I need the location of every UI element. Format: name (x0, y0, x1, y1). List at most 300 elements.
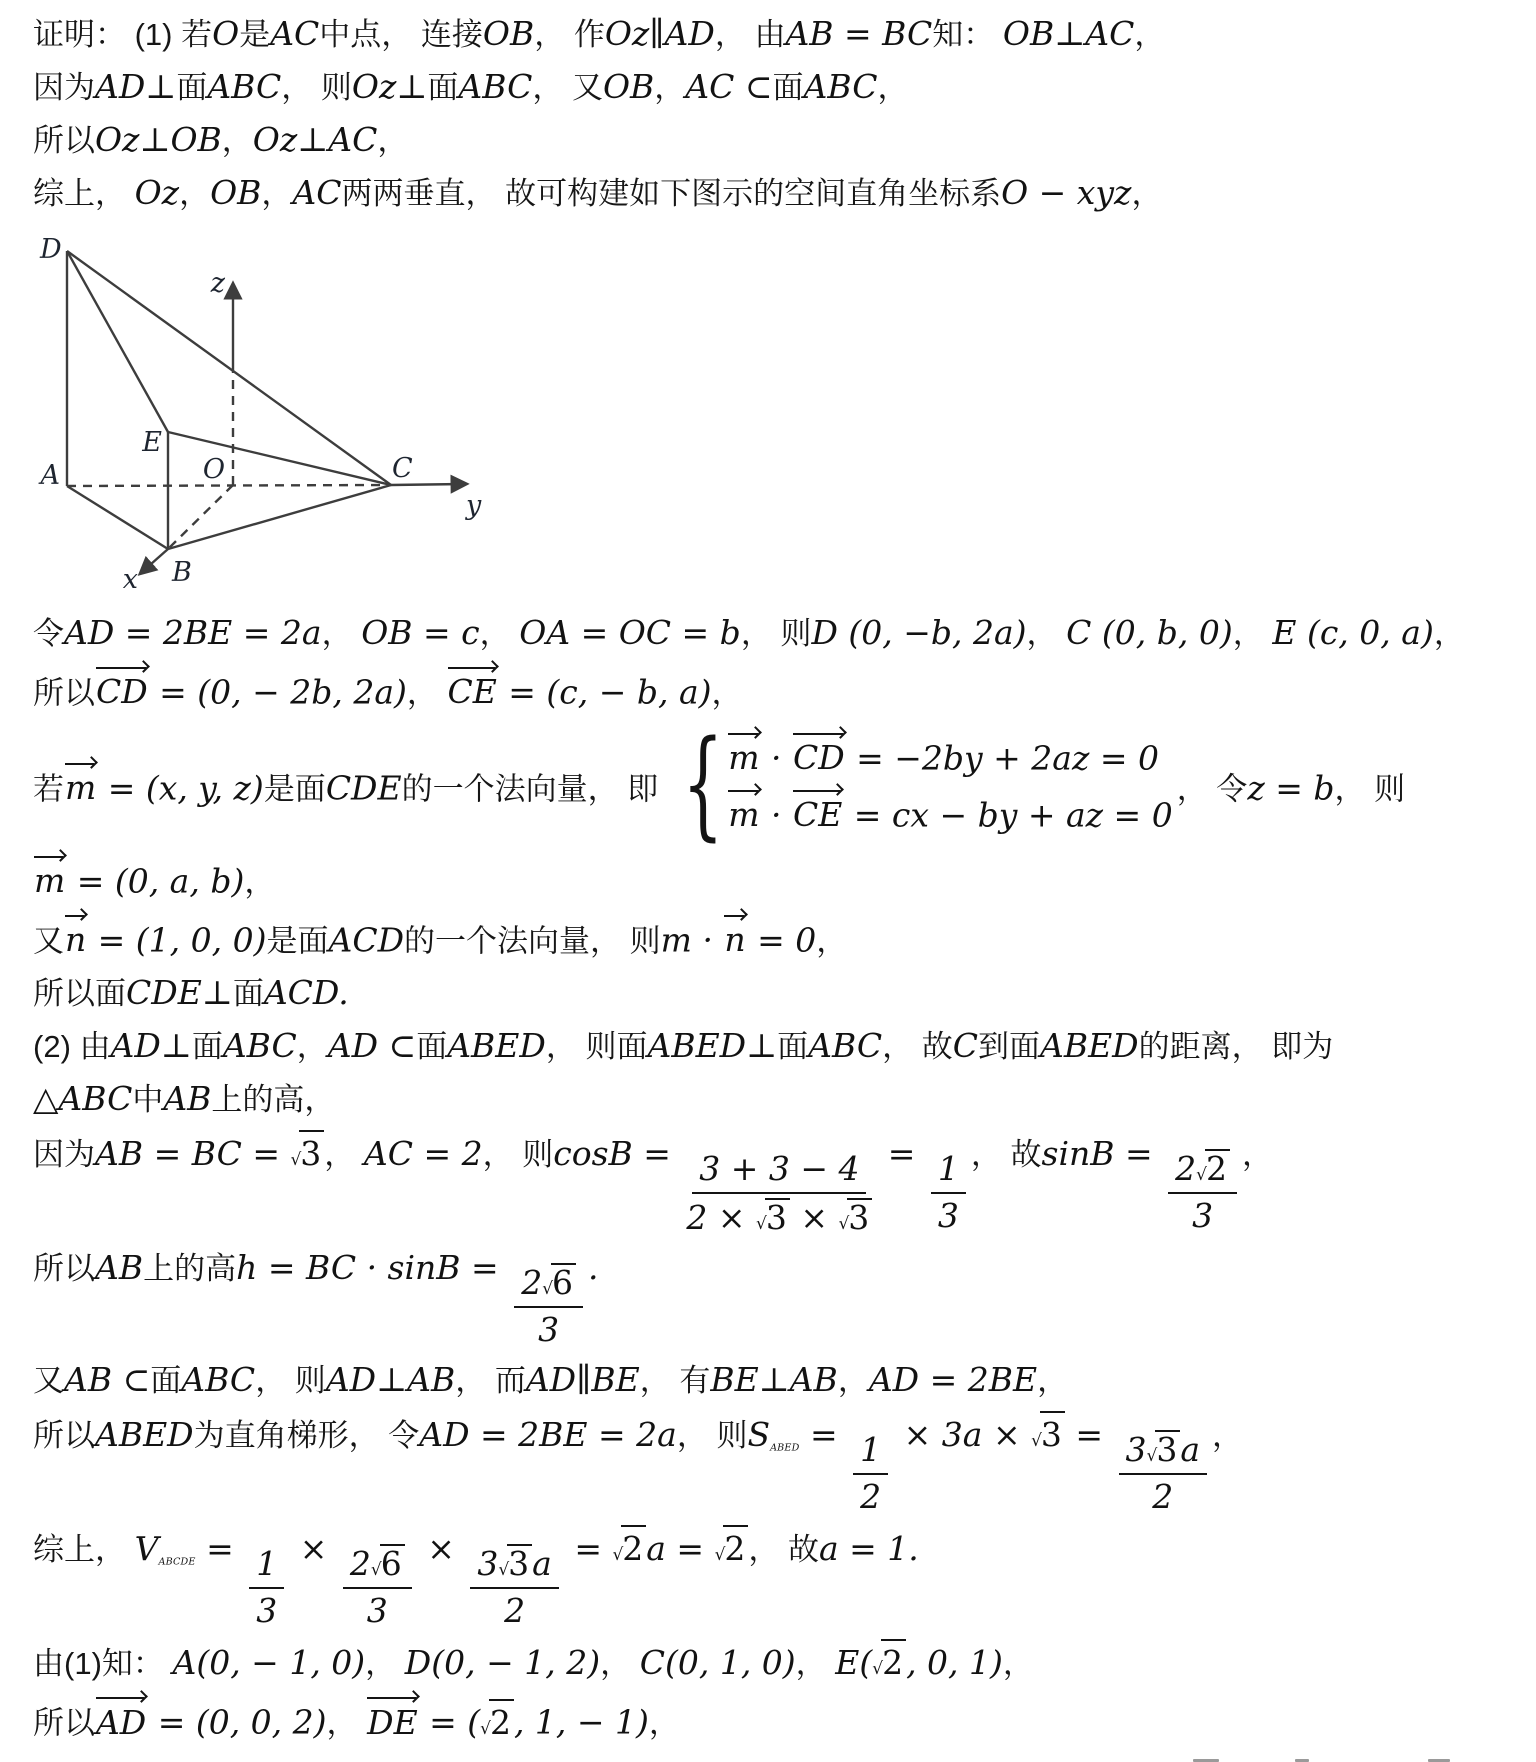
radical-icon: √ (542, 1278, 553, 1299)
text-run: 所以 (33, 674, 95, 710)
denominator (504, 1589, 525, 1630)
vector-m (64, 760, 97, 810)
radicand: 3 (1040, 1411, 1065, 1457)
vector-arrow-icon (728, 730, 759, 736)
math-run: Oz⊥AC (252, 119, 378, 159)
radical-icon: √ (498, 1559, 510, 1580)
numerator (931, 1151, 966, 1194)
text-run: 到面 (977, 1029, 1040, 1065)
math-run: CDE⊥ (126, 973, 233, 1013)
radical-icon: √ (838, 1213, 850, 1234)
vector-n (64, 912, 87, 962)
fraction (931, 1151, 966, 1235)
radical-icon: √ (1146, 1445, 1158, 1466)
math-run: 2 (860, 1477, 882, 1517)
text-line (33, 65, 1526, 109)
radical-icon: √ (480, 1717, 491, 1738)
math-run: D(0, − 1, 2) (404, 1643, 601, 1683)
text-run: ， 作 (534, 17, 605, 52)
solid-edge (67, 486, 168, 549)
numerator (853, 1432, 888, 1475)
text-run: 是 (239, 17, 271, 52)
text-run: 综上， (33, 1532, 135, 1568)
text-run: 所以 (33, 1418, 95, 1454)
math-run: ABED (95, 1415, 194, 1455)
text-run: 面 (150, 1363, 182, 1399)
text-run: 的距离， 即为 (1138, 1029, 1334, 1065)
math-run: AD = 2BE = 2a (419, 1415, 677, 1455)
math-run: ABED⊥ (647, 1026, 778, 1066)
text-run: 上的高， (211, 1082, 336, 1118)
vector-m (727, 787, 760, 837)
vector-name: m (728, 795, 760, 835)
text-line (33, 171, 1526, 215)
text-line (33, 1130, 1526, 1237)
math-run: 1 (937, 1149, 959, 1189)
vector-arrow-icon (793, 787, 842, 793)
denominator (1192, 1194, 1213, 1235)
text-run: 两两垂直， 故可构建如下图示的空间直角坐标系 (341, 175, 1002, 211)
text-run: ， 则 (740, 615, 812, 651)
text-run: ， (1026, 615, 1067, 651)
axis-line (142, 549, 168, 572)
math-run: = (877, 1134, 926, 1174)
math-run: · (760, 738, 792, 778)
vector-name: DE (367, 1702, 418, 1742)
text-run: 又 (33, 1363, 64, 1399)
dashed-edge (67, 485, 391, 486)
text-run: ， (795, 1646, 836, 1682)
math-run: OB⊥AC (1002, 14, 1135, 53)
math-run: ABC (222, 1026, 297, 1066)
fraction (853, 1432, 888, 1516)
vector-n (723, 912, 746, 962)
text-run: 因为 (33, 69, 95, 105)
vector-CE (792, 787, 843, 837)
proof-part2-text (33, 611, 1526, 1745)
text-run: ， (296, 1029, 328, 1065)
math-run: m · (660, 920, 724, 960)
vector-arrow-icon (96, 1694, 146, 1700)
math-run: 2 (1175, 1149, 1197, 1189)
vector-CD (792, 730, 846, 780)
math-run: AB ⊂ (64, 1360, 151, 1400)
fraction (1119, 1430, 1207, 1516)
text-run: 所以 (33, 122, 95, 158)
text-run: 面 (427, 69, 459, 105)
sqrt-expression (715, 1525, 749, 1571)
text-run: ， (1433, 615, 1465, 651)
math-run: a = (646, 1529, 715, 1569)
radicand: 3 (507, 1544, 532, 1583)
math-run: 1 (256, 1544, 278, 1584)
vector-arrow-icon (34, 853, 65, 859)
math-run: D (0, −b, 2a) (811, 612, 1027, 652)
text-run: 为直角梯形， 令 (193, 1418, 420, 1454)
math-run: 2 (504, 1591, 526, 1631)
math-run: CDE (325, 768, 402, 808)
denominator (1152, 1475, 1173, 1516)
math-run: 3 + 3 − 4 (699, 1149, 860, 1189)
math-run: V (134, 1529, 159, 1569)
math-run: a = 1. (819, 1529, 919, 1569)
math-run: , 1, − 1) (513, 1702, 649, 1742)
vertex-label-O: O (202, 453, 225, 485)
solid-edge (67, 251, 391, 485)
equation-system (662, 714, 1173, 853)
system-equation (727, 787, 1172, 837)
math-run: . (587, 1248, 599, 1288)
text-run: ， (654, 69, 686, 105)
math-run: E (c, 0, a) (1272, 612, 1434, 652)
math-run: , 0, 1) (906, 1643, 1003, 1683)
text-line (33, 118, 1526, 162)
text-run: ， (326, 1705, 367, 1741)
math-run: AD⊥AB (325, 1360, 456, 1400)
math-run: Oz⊥ (351, 66, 428, 106)
text-run: 面 (416, 1029, 448, 1065)
sqrt-expression (872, 1639, 906, 1685)
math-run: AD = 2BE = 2a (64, 612, 322, 652)
math-run: AD⊥ (110, 1026, 192, 1066)
math-run: AC ⊂ (685, 66, 773, 106)
math-run: 3 (366, 1591, 388, 1631)
vector-arrow-icon (96, 664, 148, 670)
denominator (686, 1194, 872, 1237)
text-run: 因为 (33, 1137, 95, 1173)
vertex-label-A: A (40, 459, 60, 491)
math-run: = (x, y, z) (97, 768, 264, 808)
math-run: OB = c (361, 612, 480, 652)
vector-name: n (724, 920, 746, 960)
text-line (33, 853, 1526, 903)
radicand: 3 (299, 1130, 324, 1176)
text-run: ， (1232, 615, 1273, 651)
math-run: AC (270, 14, 320, 53)
sqrt-expression (542, 1263, 576, 1302)
numerator (692, 1151, 866, 1194)
math-run: E( (835, 1643, 873, 1683)
math-run: a (532, 1544, 552, 1584)
math-run: 3 (538, 1310, 560, 1350)
fraction (249, 1546, 284, 1630)
numerator (470, 1544, 558, 1589)
sqrt-expression (290, 1130, 324, 1176)
math-run: z = b (1247, 768, 1335, 808)
text-line (33, 1525, 1526, 1630)
text-run: ， (648, 1705, 680, 1741)
math-run: h = BC · sinB = (236, 1248, 510, 1288)
text-run: ， (321, 615, 362, 651)
radicand: 3 (765, 1198, 790, 1237)
vertex-label-D: D (40, 233, 62, 265)
numerator (343, 1544, 412, 1589)
math-run: 2 (521, 1263, 543, 1303)
text-run: ， (479, 615, 520, 651)
vector-name: CE (792, 795, 843, 835)
text-run: ， (179, 175, 211, 211)
axis-line (391, 484, 464, 485)
math-run: AD⊥ (95, 66, 177, 106)
math-run: C (0, b, 0) (1066, 612, 1233, 652)
vertex-label-y: y (466, 489, 482, 521)
vertex-label-z: z (210, 267, 225, 299)
math-run: = (1064, 1415, 1114, 1455)
math-run: ABC (458, 66, 533, 106)
text-run: ， 而 (455, 1363, 526, 1399)
math-run: AB (163, 1079, 212, 1119)
text-run: ， (244, 864, 276, 900)
cutoff-glyph-fragment (1295, 1759, 1309, 1762)
math-run: × (789, 1198, 839, 1238)
text-run: ， (1131, 175, 1163, 211)
text-run: ， 又 (532, 69, 603, 105)
math-run: ABC (803, 66, 878, 106)
text-run: 若 (33, 771, 64, 807)
math-run: × (416, 1529, 466, 1569)
sqrt-expression (1147, 1430, 1181, 1469)
text-run: 综上， (33, 175, 135, 211)
text-run: 面 (777, 1029, 809, 1065)
sqrt-expression (756, 1198, 790, 1237)
text-run: 是面 (263, 771, 326, 807)
text-run: ， (837, 1363, 869, 1399)
math-run: AB (95, 1248, 144, 1288)
text-run: ， (1212, 1418, 1244, 1454)
math-run: OB (602, 66, 655, 106)
text-run: ， (711, 674, 743, 710)
numerator (1119, 1430, 1207, 1475)
vector-arrow-icon (793, 730, 845, 736)
math-run: 2 (1152, 1477, 1174, 1517)
text-run: 由(1)知： (33, 1646, 173, 1682)
text-line (33, 611, 1526, 655)
text-run: 所以 (33, 1251, 95, 1287)
text-run: ， 令 (1176, 771, 1248, 807)
solid-edge (168, 485, 391, 549)
math-run: = (0, − 2b, 2a) (148, 671, 407, 711)
text-run: ， 故 (882, 1029, 953, 1065)
math-run: = (799, 1415, 849, 1455)
fraction (470, 1544, 558, 1630)
denominator (938, 1194, 959, 1235)
text-run: ， (877, 69, 909, 105)
text-run: ， 故 (748, 1532, 819, 1568)
denominator (367, 1589, 388, 1630)
math-run: O − xyz (1001, 172, 1132, 212)
solid-edge (67, 251, 168, 432)
text-run: ， (261, 175, 293, 211)
radicand: 2 (489, 1699, 514, 1745)
math-run: ABC (181, 1360, 256, 1400)
math-run: AD = 2BE (868, 1360, 1038, 1400)
math-run: = (0, a, b) (66, 861, 245, 901)
vector-name: m (33, 861, 66, 901)
text-run: ， 有 (639, 1363, 711, 1399)
vector-arrow-icon (724, 912, 745, 918)
math-run: BE⊥AB (710, 1360, 838, 1400)
math-run: AD ⊂ (327, 1026, 417, 1066)
math-run: C(0, 1, 0) (639, 1643, 796, 1683)
radical-icon: √ (714, 1544, 726, 1565)
left-brace-icon: { (682, 714, 724, 853)
math-run: × (289, 1529, 338, 1569)
radicand: 2 (621, 1525, 646, 1571)
text-run: 所以 (33, 1705, 95, 1741)
denominator (538, 1308, 559, 1349)
radicand: 2 (723, 1525, 748, 1571)
text-run: 中点， 连接 (319, 17, 483, 52)
math-run: AB = BC (785, 14, 933, 53)
text-run: ， 则 (482, 1137, 554, 1173)
denominator (256, 1589, 277, 1630)
math-run: 3 (477, 1544, 499, 1584)
text-run: ， (600, 1646, 640, 1682)
math-run: ABC (808, 1026, 883, 1066)
cutoff-next-line (33, 1754, 1526, 1762)
vector-name: m (728, 738, 760, 778)
system-equation (727, 730, 1172, 780)
cutoff-glyph-fragment (1428, 1759, 1450, 1762)
text-run: ， (324, 1137, 364, 1173)
radicand: 2 (1205, 1149, 1230, 1188)
vector-arrow-icon (65, 912, 86, 918)
math-run: 3 (937, 1196, 959, 1236)
text-run: 面 (232, 976, 264, 1012)
sqrt-expression (1196, 1149, 1230, 1188)
math-run: 3 (1125, 1430, 1147, 1470)
text-run: 的一个法向量， 则 (404, 923, 661, 959)
vector-name: AD (95, 1702, 147, 1742)
text-run: ， 则 (1334, 771, 1406, 807)
math-run: sinB = (1041, 1134, 1164, 1174)
fraction (514, 1263, 583, 1349)
radicand: 3 (847, 1198, 872, 1237)
math-run: = −2by + 2az = 0 (845, 738, 1159, 778)
vertex-label-C: C (392, 452, 413, 484)
subscript: ABED (770, 1442, 800, 1454)
text-line (33, 1077, 1526, 1121)
fraction (343, 1544, 412, 1630)
radicand: 2 (881, 1639, 906, 1685)
math-run: ABED (1039, 1026, 1139, 1066)
math-run: OB (482, 14, 535, 53)
numerator (1168, 1149, 1237, 1194)
math-run: S (747, 1415, 771, 1455)
math-run: · (760, 795, 792, 835)
math-run: 2 × (686, 1198, 757, 1238)
math-run: AC (292, 172, 342, 212)
fraction (1168, 1149, 1237, 1235)
vertex-label-x: x (122, 563, 138, 595)
text-line (33, 1639, 1526, 1685)
math-run: OB (210, 172, 262, 212)
cutoff-glyph-fragment (1193, 1759, 1219, 1762)
math-run: AD∥BE (525, 1360, 640, 1400)
vector-arrow-icon (448, 664, 497, 670)
math-run: = (563, 1529, 613, 1569)
math-run: AB = BC = (95, 1134, 291, 1174)
figure-svg (20, 224, 510, 596)
text-run: 令 (33, 615, 64, 651)
text-line (33, 1024, 1526, 1068)
vector-name: m (64, 768, 97, 808)
vector-CD (95, 664, 149, 714)
math-run: cosB = (553, 1134, 682, 1174)
vector-arrow-icon (728, 787, 759, 793)
math-run: = ( (418, 1702, 481, 1742)
text-run: ， 则 (281, 69, 352, 105)
text-line (33, 12, 1526, 56)
text-run: ， 则 (676, 1418, 748, 1454)
radical-icon: √ (370, 1559, 382, 1580)
vector-m (33, 853, 66, 903)
sqrt-expression (371, 1544, 405, 1583)
numerator (514, 1263, 583, 1308)
text-run: ， (1037, 1363, 1069, 1399)
text-line (33, 664, 1526, 714)
vector-m (727, 730, 760, 780)
text-run: ， (1002, 1646, 1034, 1682)
radical-icon: √ (1031, 1430, 1042, 1451)
coordinate-figure (20, 224, 1526, 601)
math-run: 3 (256, 1591, 278, 1631)
radical-icon: √ (756, 1213, 767, 1234)
vector-DE (366, 1694, 418, 1744)
sqrt-expression (612, 1525, 646, 1571)
math-run: = (1, 0, 0) (87, 920, 267, 960)
text-run: 的一个法向量， 即 (401, 771, 659, 807)
vertex-label-B: B (172, 556, 192, 588)
text-run: 上的高 (143, 1251, 237, 1287)
text-run: ， (816, 923, 848, 959)
sqrt-expression (1031, 1411, 1065, 1457)
radicand: 3 (1155, 1430, 1180, 1469)
text-run: ， (406, 674, 447, 710)
math-run: O (212, 14, 240, 53)
text-line (33, 1358, 1526, 1402)
sqrt-expression (480, 1699, 514, 1745)
math-run: Oz (134, 172, 180, 212)
math-run: Oz∥AD (604, 14, 715, 53)
text-line (33, 1246, 1526, 1349)
sqrt-expression (498, 1544, 532, 1583)
proof-part1-text (33, 12, 1526, 215)
math-run: C (952, 1026, 978, 1066)
numerator (249, 1546, 284, 1589)
math-run: = cx − by + az = 0 (843, 795, 1173, 835)
radical-icon: √ (1196, 1164, 1207, 1185)
math-run: ABED (447, 1026, 546, 1066)
math-run: × 3a × (893, 1415, 1032, 1455)
math-run: △ABC (33, 1079, 133, 1119)
text-line (33, 714, 1526, 853)
text-run: 面 (772, 69, 804, 105)
fraction (686, 1151, 872, 1237)
text-run: 所以面 (33, 976, 126, 1012)
text-line (33, 1411, 1526, 1516)
vector-AD (95, 1694, 147, 1744)
math-run: = (195, 1529, 245, 1569)
radical-icon: √ (290, 1149, 302, 1170)
math-run: a (1180, 1430, 1201, 1470)
text-line (33, 971, 1526, 1015)
text-run: 中 (132, 1082, 164, 1118)
math-run: A(0, − 1, 0) (172, 1643, 366, 1683)
text-run: 又 (33, 923, 64, 959)
math-run: ACD. (263, 973, 349, 1013)
math-run: = (c, − b, a) (497, 671, 712, 711)
